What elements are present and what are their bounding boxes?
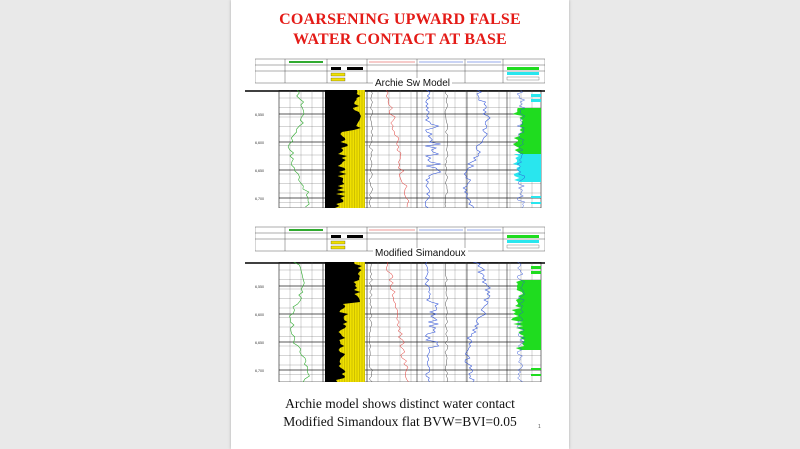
depth-tick-label: 6,700 [255,197,264,201]
depth-tick-label: 6,550 [255,285,264,289]
depth-tick-label: 6,700 [255,369,264,373]
log-panel-simandoux [245,262,545,382]
log-frame [279,262,541,382]
footer-line-2: Modified Simandoux flat BVW=BVI=0.05 [283,414,517,429]
fluid-streak [531,202,541,204]
fluid-streak [531,266,541,269]
slide-title [231,10,569,50]
log-tracks [245,262,545,382]
fluid-streak [531,196,541,198]
fluid-streak [531,271,541,274]
title-line-1: COARSENING UPWARD FALSE [279,11,521,28]
log-panel-archie [245,90,545,208]
fluid-streak [531,99,541,102]
log-frame [279,90,541,208]
slide-page [231,0,569,449]
archie-model-label: Archie Sw Model [375,78,451,89]
depth-tick-label: 6,550 [255,113,264,117]
depth-tick-label: 6,600 [255,313,264,317]
depth-tick-label: 6,650 [255,341,264,345]
log-tracks [245,90,545,208]
simandoux-model-label: Modified Simandoux [375,248,466,259]
depth-tick-label: 6,600 [255,141,264,145]
fluid-streak [531,374,541,376]
page-number: 1 [538,424,541,430]
title-line-2: WATER CONTACT AT BASE [293,31,507,48]
fluid-streak [531,94,541,97]
footer-line-1: Archie model shows distinct water contact [285,396,515,411]
depth-tick-label: 6,650 [255,169,264,173]
fluid-streak [531,368,541,370]
